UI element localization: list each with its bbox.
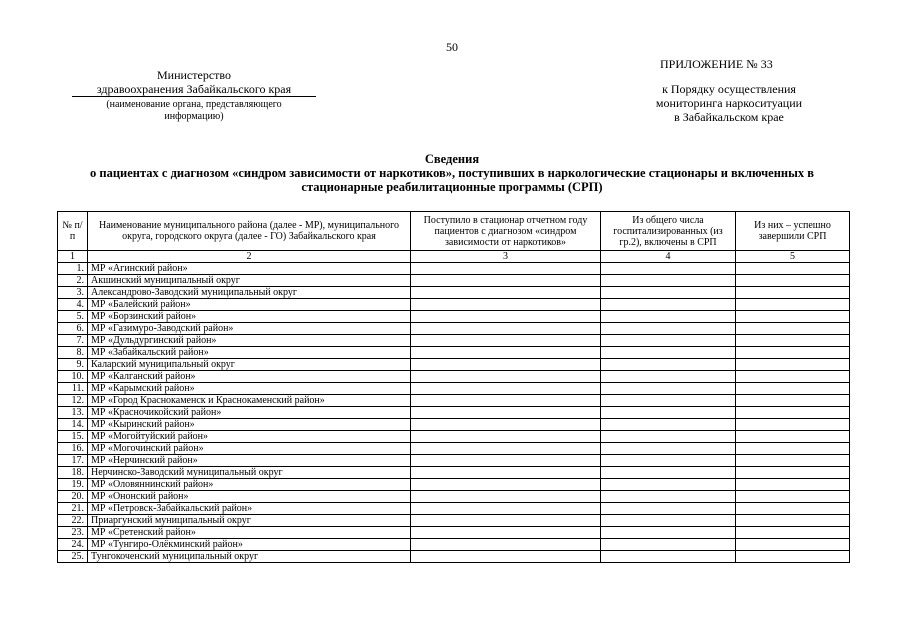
- appendix-title: ПРИЛОЖЕНИЕ № 33: [660, 57, 773, 71]
- table-row: [58, 335, 850, 347]
- row-name-cell: МР «Сретенский район»: [88, 527, 411, 539]
- row-name-cell: Тунгокоченский муниципальный округ: [88, 551, 411, 563]
- ministry-line2: здравоохранения Забайкальского края: [72, 82, 316, 97]
- table-row: [58, 539, 850, 551]
- row-included-cell[interactable]: [601, 263, 736, 275]
- report-table: [57, 211, 850, 563]
- table-row: [58, 383, 850, 395]
- row-number-cell: 21.: [58, 503, 88, 515]
- row-completed-cell[interactable]: [736, 299, 850, 311]
- row-completed-cell[interactable]: [736, 371, 850, 383]
- row-number-cell: 15.: [58, 431, 88, 443]
- ministry-note-line: информацию): [164, 111, 224, 122]
- row-included-cell[interactable]: [601, 347, 736, 359]
- row-included-cell[interactable]: [601, 455, 736, 467]
- row-name-cell: Каларский муниципальный округ: [88, 359, 411, 371]
- row-admitted-cell[interactable]: [411, 443, 601, 455]
- table-row: [58, 503, 850, 515]
- table-row: [58, 479, 850, 491]
- row-number-cell: 14.: [58, 419, 88, 431]
- row-admitted-cell[interactable]: [411, 311, 601, 323]
- row-number-cell: 20.: [58, 491, 88, 503]
- row-included-cell[interactable]: [601, 383, 736, 395]
- header-cell-name: Наименование муниципального района (далее - МР), муниципального округа, городского округа (далее - ГО) Забайкальского края: [88, 212, 411, 251]
- header-cell-number: № п/п: [58, 212, 88, 251]
- header-cell-admitted: Поступило в стационар отчетном году пациентов с диагнозом «синдром зависимости от наркотиков»: [411, 212, 601, 251]
- row-completed-cell[interactable]: [736, 503, 850, 515]
- row-completed-cell[interactable]: [736, 347, 850, 359]
- row-admitted-cell[interactable]: [411, 275, 601, 287]
- table-row: [58, 275, 850, 287]
- ministry-block: [72, 68, 316, 97]
- ministry-line1: Министерство: [157, 68, 231, 82]
- row-admitted-cell[interactable]: [411, 455, 601, 467]
- row-admitted-cell[interactable]: [411, 419, 601, 431]
- row-included-cell[interactable]: [601, 407, 736, 419]
- row-completed-cell[interactable]: [736, 383, 850, 395]
- row-admitted-cell[interactable]: [411, 347, 601, 359]
- table-row: [58, 419, 850, 431]
- header-cell-completed: Из них – успешно завершили СРП: [736, 212, 850, 251]
- column-number: 5: [736, 251, 850, 263]
- row-admitted-cell[interactable]: [411, 407, 601, 419]
- order-reference: [624, 82, 834, 124]
- row-number-cell: 19.: [58, 479, 88, 491]
- row-number-cell: 17.: [58, 455, 88, 467]
- table-row: [58, 323, 850, 335]
- row-completed-cell[interactable]: [736, 551, 850, 563]
- table-row: [58, 443, 850, 455]
- row-completed-cell[interactable]: [736, 359, 850, 371]
- table-row: [58, 263, 850, 275]
- row-name-cell: МР «Забайкальский район»: [88, 347, 411, 359]
- row-name-cell: МР «Агинский район»: [88, 263, 411, 275]
- ministry-note-line: (наименование органа, представляющего: [106, 99, 282, 110]
- row-number-cell: 16.: [58, 443, 88, 455]
- row-number-cell: 23.: [58, 527, 88, 539]
- row-completed-cell[interactable]: [736, 263, 850, 275]
- table-row: [58, 299, 850, 311]
- order-line: в Забайкальском крае: [674, 110, 784, 124]
- row-admitted-cell[interactable]: [411, 263, 601, 275]
- row-name-cell: Акшинский муниципальный округ: [88, 275, 411, 287]
- row-admitted-cell[interactable]: [411, 515, 601, 527]
- row-included-cell[interactable]: [601, 503, 736, 515]
- row-admitted-cell[interactable]: [411, 467, 601, 479]
- row-completed-cell[interactable]: [736, 527, 850, 539]
- table-row: [58, 395, 850, 407]
- row-admitted-cell[interactable]: [411, 551, 601, 563]
- row-name-cell: МР «Борзинский район»: [88, 311, 411, 323]
- row-included-cell[interactable]: [601, 431, 736, 443]
- row-included-cell[interactable]: [601, 491, 736, 503]
- row-completed-cell[interactable]: [736, 443, 850, 455]
- row-number-cell: 24.: [58, 539, 88, 551]
- row-name-cell: МР «Ононский район»: [88, 491, 411, 503]
- heading-line: о пациентах с диагнозом «синдром зависимости от наркотиков», поступивших в наркологические стационары и включенных в: [90, 166, 814, 180]
- document-heading: [40, 152, 864, 194]
- row-completed-cell[interactable]: [736, 395, 850, 407]
- column-number-row: [58, 251, 850, 263]
- row-admitted-cell[interactable]: [411, 383, 601, 395]
- row-included-cell[interactable]: [601, 515, 736, 527]
- row-name-cell: МР «Город Краснокаменск и Краснокаменский район»: [88, 395, 411, 407]
- table-row: [58, 287, 850, 299]
- row-admitted-cell[interactable]: [411, 491, 601, 503]
- row-included-cell[interactable]: [601, 467, 736, 479]
- order-line: мониторинга наркоситуации: [655, 96, 803, 110]
- row-admitted-cell[interactable]: [411, 287, 601, 299]
- order-line: к Порядку осуществления: [662, 82, 796, 96]
- table-row: [58, 491, 850, 503]
- row-included-cell[interactable]: [601, 311, 736, 323]
- row-name-cell: МР «Красночикойский район»: [88, 407, 411, 419]
- row-completed-cell[interactable]: [736, 407, 850, 419]
- row-name-cell: МР «Оловяннинский район»: [88, 479, 411, 491]
- row-included-cell[interactable]: [601, 539, 736, 551]
- ministry-note: [72, 99, 316, 123]
- row-admitted-cell[interactable]: [411, 371, 601, 383]
- row-included-cell[interactable]: [601, 443, 736, 455]
- row-included-cell[interactable]: [601, 371, 736, 383]
- row-number-cell: 7.: [58, 335, 88, 347]
- table-row: [58, 455, 850, 467]
- row-completed-cell[interactable]: [736, 539, 850, 551]
- row-name-cell: МР «Карымский район»: [88, 383, 411, 395]
- row-included-cell[interactable]: [601, 335, 736, 347]
- row-completed-cell[interactable]: [736, 467, 850, 479]
- row-name-cell: МР «Кыринский район»: [88, 419, 411, 431]
- row-completed-cell[interactable]: [736, 335, 850, 347]
- table-row: [58, 527, 850, 539]
- row-completed-cell[interactable]: [736, 491, 850, 503]
- column-number: 4: [601, 251, 736, 263]
- table-row: [58, 311, 850, 323]
- row-number-cell: 9.: [58, 359, 88, 371]
- table-row: [58, 407, 850, 419]
- row-included-cell[interactable]: [601, 275, 736, 287]
- row-included-cell[interactable]: [601, 419, 736, 431]
- row-completed-cell[interactable]: [736, 419, 850, 431]
- row-name-cell: МР «Могойтуйский район»: [88, 431, 411, 443]
- table-row: [58, 347, 850, 359]
- header-cell-included: Из общего числа госпитализированных (из гр.2), включены в СРП: [601, 212, 736, 251]
- row-name-cell: МР «Калганский район»: [88, 371, 411, 383]
- column-number: 3: [411, 251, 601, 263]
- row-name-cell: МР «Могочинский район»: [88, 443, 411, 455]
- row-admitted-cell[interactable]: [411, 359, 601, 371]
- table-row: [58, 551, 850, 563]
- table-row: [58, 467, 850, 479]
- heading-title: Сведения: [424, 152, 480, 166]
- column-number: 2: [88, 251, 411, 263]
- table-row: [58, 359, 850, 371]
- row-included-cell[interactable]: [601, 395, 736, 407]
- row-number-cell: 25.: [58, 551, 88, 563]
- row-admitted-cell[interactable]: [411, 335, 601, 347]
- row-admitted-cell[interactable]: [411, 503, 601, 515]
- row-admitted-cell[interactable]: [411, 299, 601, 311]
- row-name-cell: МР «Тунгиро-Олёкминский район»: [88, 539, 411, 551]
- row-included-cell[interactable]: [601, 287, 736, 299]
- row-completed-cell[interactable]: [736, 323, 850, 335]
- row-number-cell: 8.: [58, 347, 88, 359]
- row-number-cell: 3.: [58, 287, 88, 299]
- row-completed-cell[interactable]: [736, 431, 850, 443]
- row-name-cell: МР «Газимуро-Заводский район»: [88, 323, 411, 335]
- row-admitted-cell[interactable]: [411, 527, 601, 539]
- row-included-cell[interactable]: [601, 527, 736, 539]
- row-name-cell: МР «Балейский район»: [88, 299, 411, 311]
- row-number-cell: 2.: [58, 275, 88, 287]
- row-included-cell[interactable]: [601, 323, 736, 335]
- row-included-cell[interactable]: [601, 299, 736, 311]
- row-completed-cell[interactable]: [736, 455, 850, 467]
- table-row: [58, 431, 850, 443]
- row-number-cell: 6.: [58, 323, 88, 335]
- row-included-cell[interactable]: [601, 359, 736, 371]
- page-number: 50: [446, 40, 458, 54]
- row-number-cell: 10.: [58, 371, 88, 383]
- row-name-cell: Приаргунский муниципальный округ: [88, 515, 411, 527]
- table-body: [58, 263, 850, 563]
- row-number-cell: 1.: [58, 263, 88, 275]
- row-admitted-cell[interactable]: [411, 539, 601, 551]
- row-number-cell: 13.: [58, 407, 88, 419]
- row-name-cell: Нерчинско-Заводский муниципальный округ: [88, 467, 411, 479]
- row-included-cell[interactable]: [601, 551, 736, 563]
- row-number-cell: 11.: [58, 383, 88, 395]
- table-header-row: [58, 212, 850, 251]
- row-included-cell[interactable]: [601, 479, 736, 491]
- row-number-cell: 5.: [58, 311, 88, 323]
- row-admitted-cell[interactable]: [411, 479, 601, 491]
- row-admitted-cell[interactable]: [411, 395, 601, 407]
- table-row: [58, 371, 850, 383]
- row-number-cell: 12.: [58, 395, 88, 407]
- row-completed-cell[interactable]: [736, 479, 850, 491]
- row-completed-cell[interactable]: [736, 515, 850, 527]
- row-name-cell: Александрово-Заводский муниципальный округ: [88, 287, 411, 299]
- row-number-cell: 18.: [58, 467, 88, 479]
- row-admitted-cell[interactable]: [411, 431, 601, 443]
- row-completed-cell[interactable]: [736, 311, 850, 323]
- column-number: 1: [58, 251, 88, 263]
- heading-line: стационарные реабилитационные программы (СРП): [301, 180, 603, 194]
- row-name-cell: МР «Петровск-Забайкальский район»: [88, 503, 411, 515]
- row-name-cell: МР «Нерчинский район»: [88, 455, 411, 467]
- row-admitted-cell[interactable]: [411, 323, 601, 335]
- table-row: [58, 515, 850, 527]
- row-completed-cell[interactable]: [736, 287, 850, 299]
- row-number-cell: 4.: [58, 299, 88, 311]
- row-completed-cell[interactable]: [736, 275, 850, 287]
- row-number-cell: 22.: [58, 515, 88, 527]
- row-name-cell: МР «Дульдургинский район»: [88, 335, 411, 347]
